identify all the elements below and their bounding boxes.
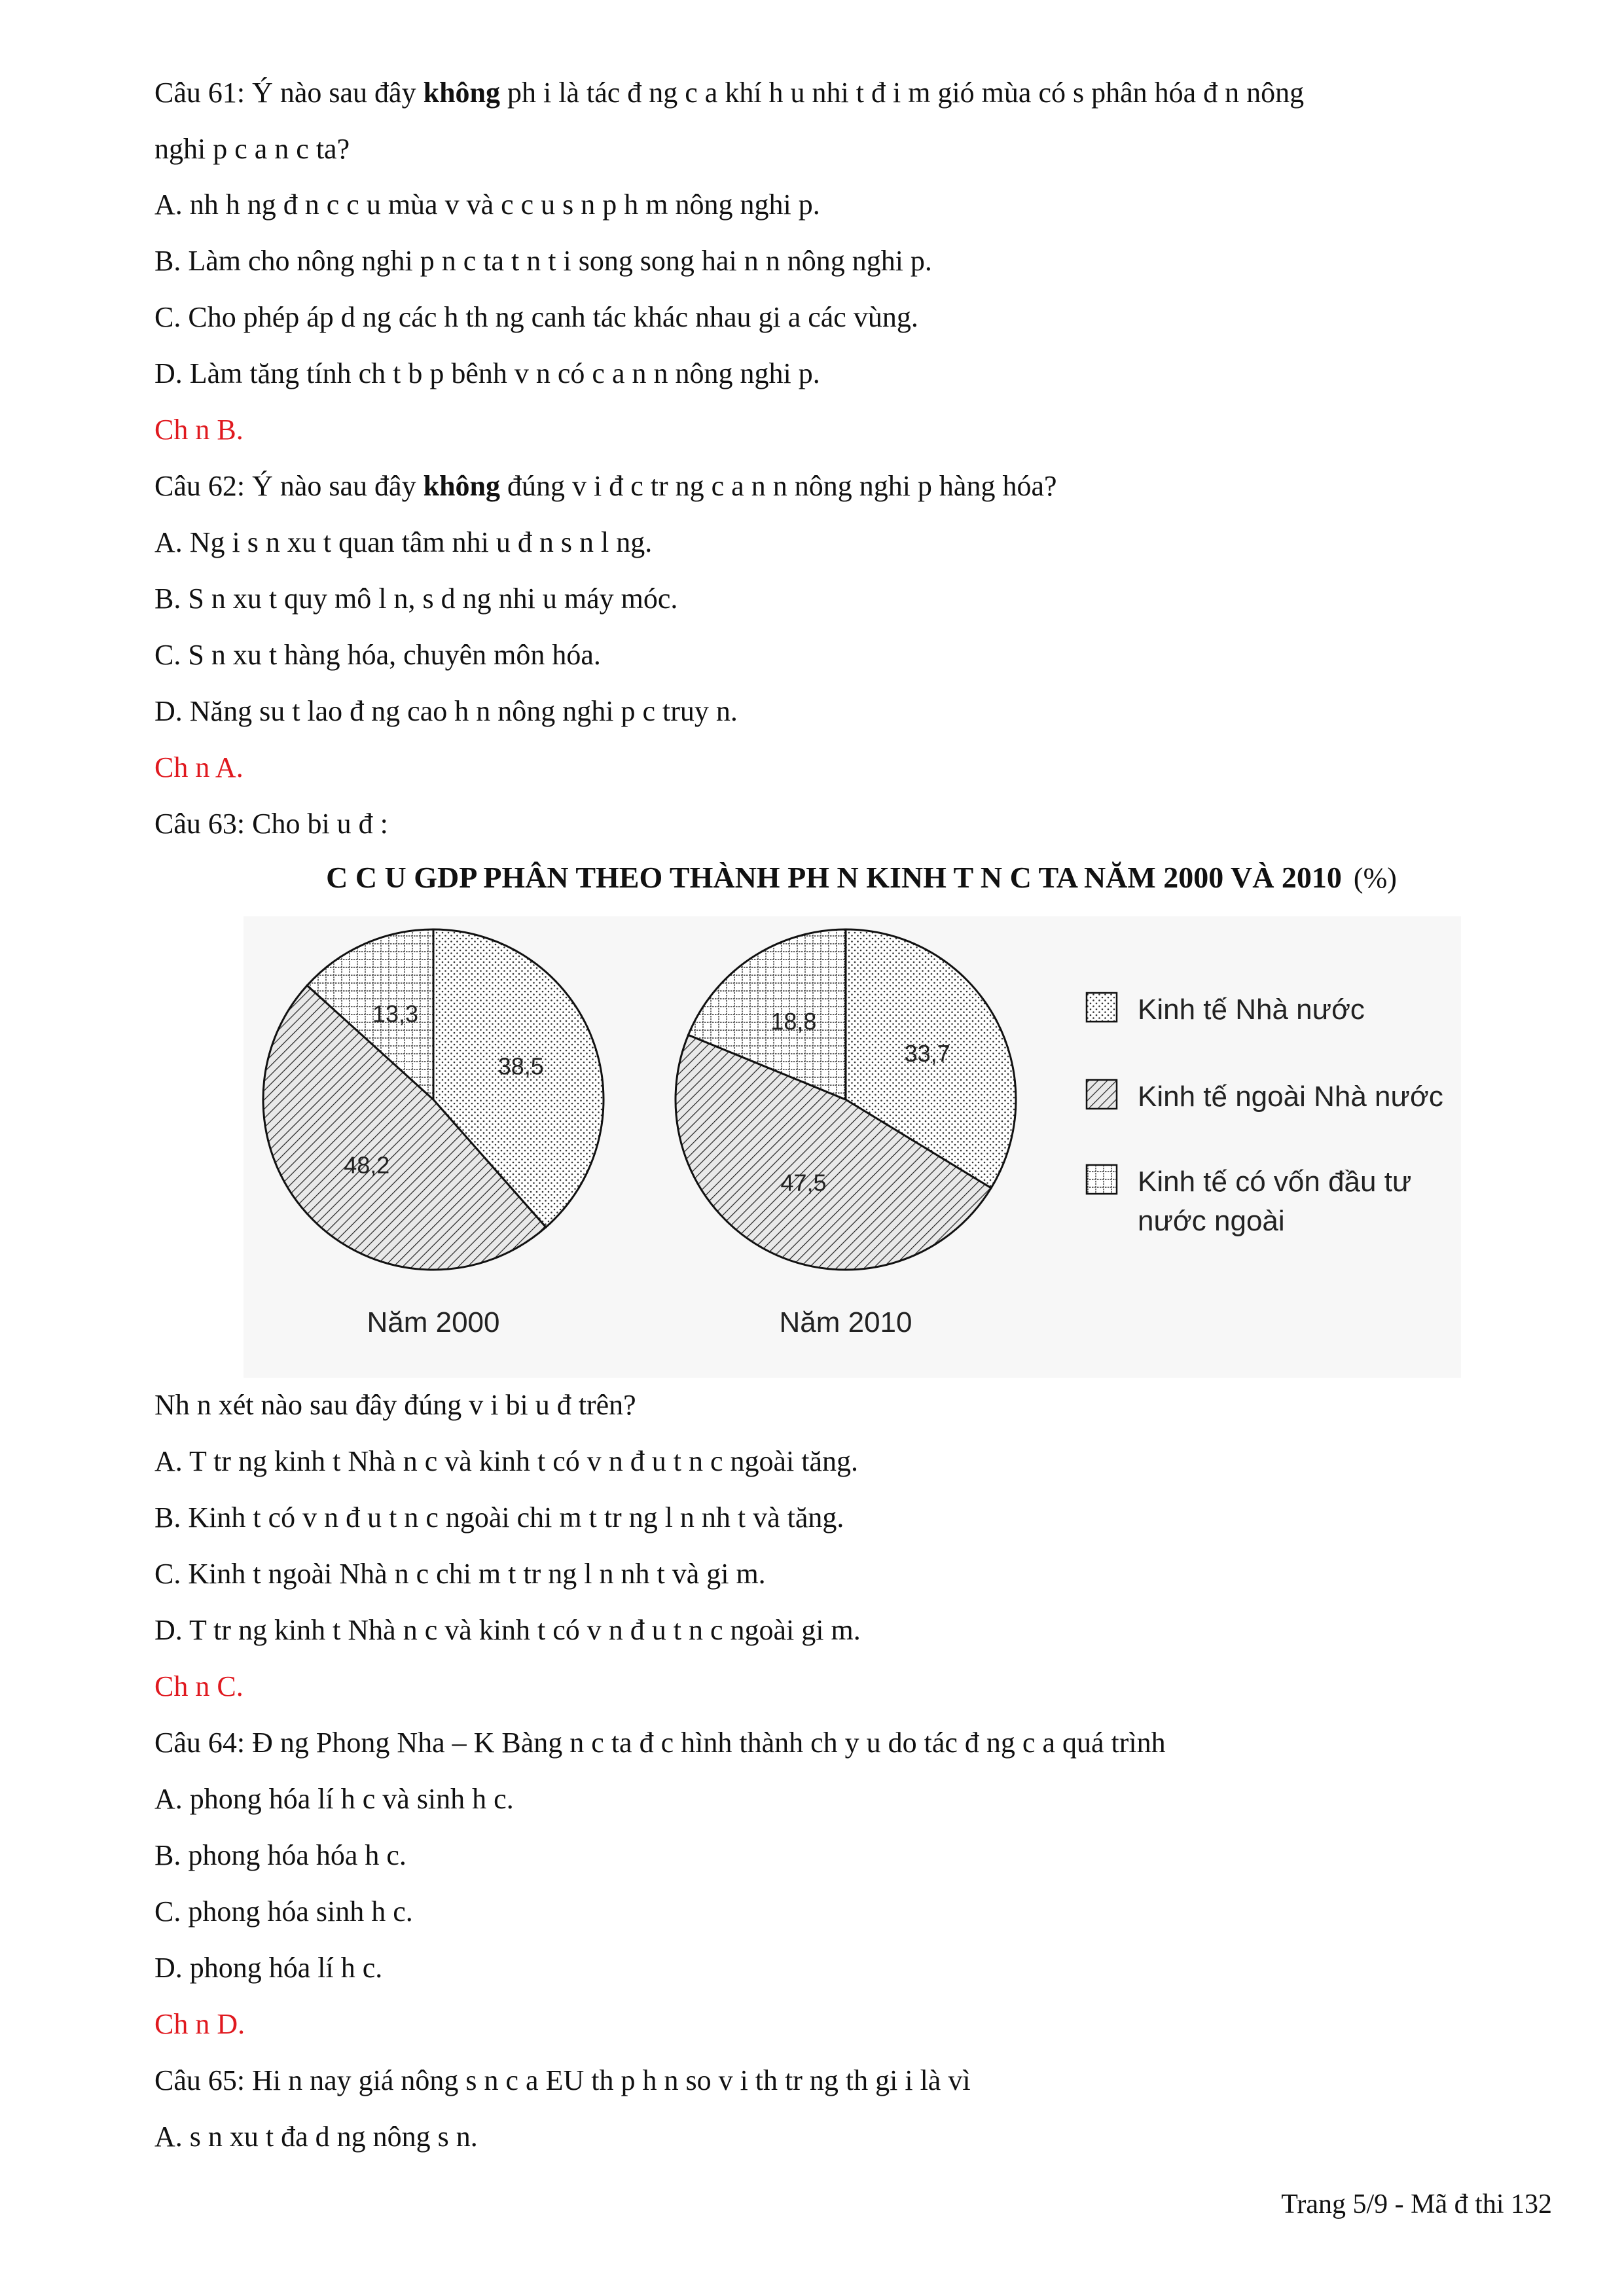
- legend-label: Kinh tế Nhà nước: [1138, 994, 1365, 1026]
- q64-stem: Câu 64: Đ ng Phong Nha – K Bàng n c ta đ c hình thành ch y u do tác đ ng c a quá trình: [154, 1727, 1166, 1759]
- q62-emphasis: không: [423, 470, 501, 502]
- page-footer: Trang 5/9 - Mã đ thi 132: [1281, 2189, 1552, 2219]
- q61-option-c: C. Cho phép áp d ng các h th ng canh tác khác nhau gi a các vùng.: [154, 301, 918, 333]
- pie-chart-figure: [244, 916, 1461, 1378]
- legend-swatch: [1087, 1080, 1117, 1109]
- q64-option-b: B. phong hóa hóa h c.: [154, 1839, 406, 1871]
- q62-option-d: D. Năng su t lao đ ng cao h n nông nghi p c truy n.: [154, 695, 738, 727]
- q61-stem-line2: nghi p c a n c ta?: [154, 133, 350, 165]
- q63-option-a: A. T tr ng kinh t Nhà n c và kinh t có v n đ u t n c ngoài tăng.: [154, 1445, 858, 1477]
- q62-option-a: A. Ng i s n xu t quan tâm nhi u đ n s n l ng.: [154, 526, 653, 558]
- slice-value-label: 38,5: [497, 1052, 544, 1080]
- q64-option-c: C. phong hóa sinh h c.: [154, 1895, 413, 1928]
- q62-option-c: C. S n xu t hàng hóa, chuyên môn hóa.: [154, 639, 601, 671]
- q63-question: Nh n xét nào sau đây đúng v i bi u đ trên?: [154, 1389, 636, 1421]
- q61-option-b: B. Làm cho nông nghi p n c ta t n t i song song hai n n nông nghi p.: [154, 245, 932, 277]
- q62-option-b: B. S n xu t quy mô l n, s d ng nhi u máy móc.: [154, 583, 678, 615]
- q65-option-a: A. s n xu t đa d ng nông s n.: [154, 2121, 478, 2153]
- q62-stem: Câu 62: Ý nào sau đây không đúng v i đ c tr ng c a n n nông nghi p hàng hóa?: [154, 470, 1057, 502]
- q63-answer: Ch n C.: [154, 1670, 244, 1702]
- q64-option-d: D. phong hóa lí h c.: [154, 1952, 383, 1984]
- legend-swatch: [1087, 993, 1117, 1022]
- legend-label: nước ngoài: [1138, 1205, 1285, 1237]
- q64-answer: Ch n D.: [154, 2008, 245, 2040]
- q61-answer: Ch n B.: [154, 414, 244, 446]
- slice-value-label: 33,7: [904, 1039, 950, 1067]
- q65-stem: Câu 65: Hi n nay giá nông s n c a EU th p h n so v i th tr ng th gi i là vì: [154, 2064, 971, 2096]
- q61-stem: Câu 61: Ý nào sau đây không ph i là tác đ ng c a khí h u nhi t đ i m gió mùa có s phân hóa đ n nông: [154, 77, 1305, 109]
- legend-label: Kinh tế ngoài Nhà nước: [1138, 1081, 1443, 1113]
- slice-value-label: 48,2: [344, 1151, 390, 1179]
- q63-option-d: D. T tr ng kinh t Nhà n c và kinh t có v n đ u t n c ngoài gi m.: [154, 1614, 861, 1646]
- q61-emphasis: không: [423, 77, 501, 109]
- chart-title: C C U GDP PHÂN THEO THÀNH PH N KINH T N C TA NĂM 2000 VÀ 2010 (%): [326, 861, 1397, 894]
- q61-option-d: D. Làm tăng tính ch t b p bênh v n có c a n n nông nghi p.: [154, 357, 820, 389]
- legend-swatch: [1087, 1165, 1117, 1194]
- slice-value-label: 18,8: [770, 1008, 817, 1035]
- q63-intro: Câu 63: Cho bi u đ :: [154, 808, 388, 840]
- q62-answer: Ch n A.: [154, 751, 244, 783]
- pie-year-label: Năm 2000: [367, 1306, 500, 1338]
- legend-label: Kinh tế có vốn đầu tư: [1138, 1166, 1412, 1198]
- q64-option-a: A. phong hóa lí h c và sinh h c.: [154, 1783, 514, 1815]
- q63-option-c: C. Kinh t ngoài Nhà n c chi m t tr ng l n nh t và gi m.: [154, 1558, 766, 1590]
- slice-value-label: 13,3: [372, 1000, 419, 1028]
- slice-value-label: 47,5: [780, 1169, 827, 1196]
- q61-option-a: A. nh h ng đ n c c u mùa v và c c u s n p h m nông nghi p.: [154, 188, 820, 221]
- q63-option-b: B. Kinh t có v n đ u t n c ngoài chi m t tr ng l n nh t và tăng.: [154, 1501, 844, 1534]
- pie-charts: [244, 916, 1461, 1378]
- pie-year-label: Năm 2010: [779, 1306, 912, 1338]
